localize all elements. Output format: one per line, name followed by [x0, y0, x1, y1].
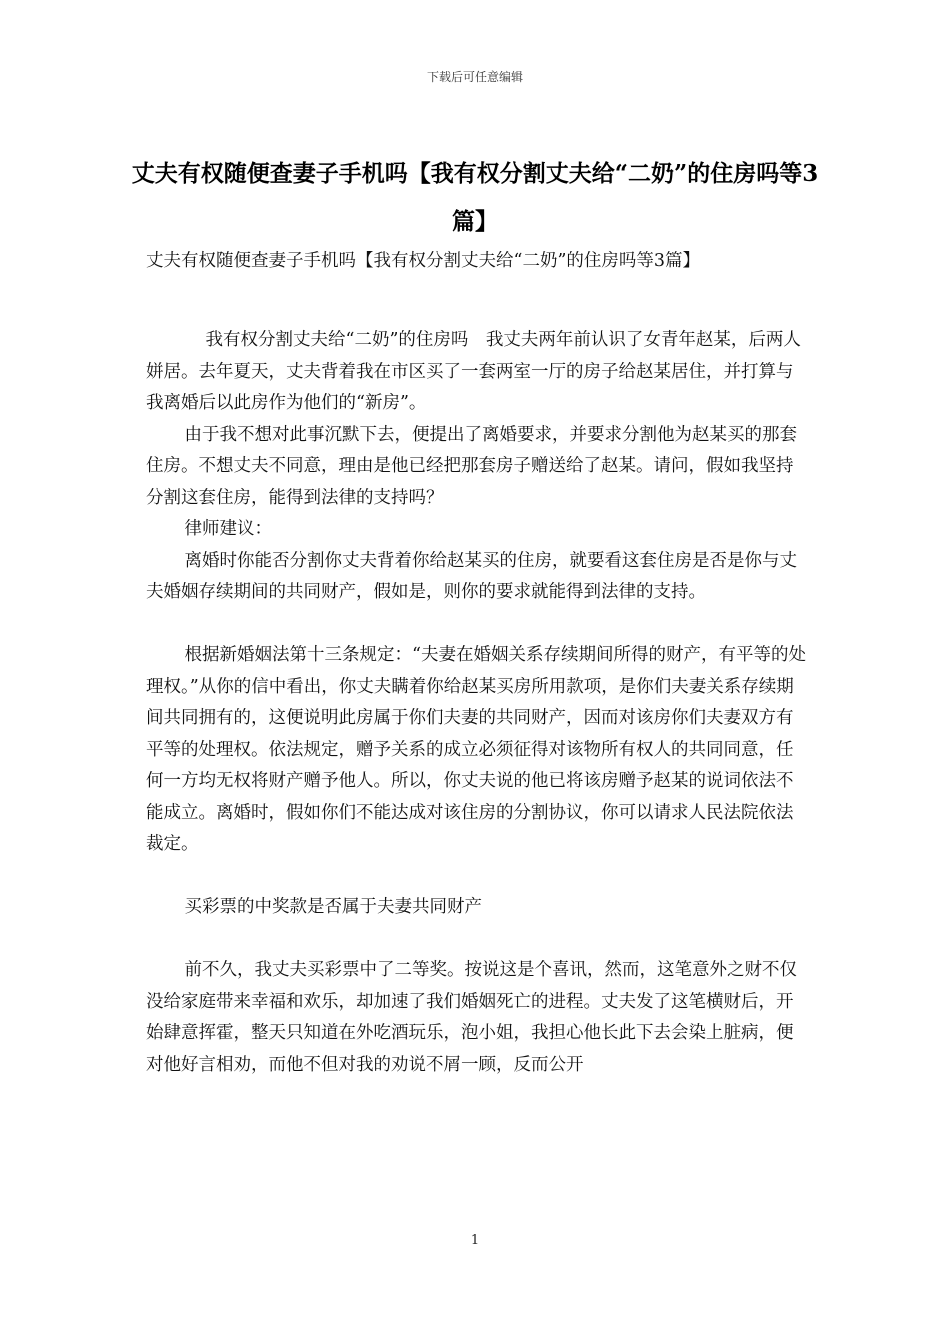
blank-line [146, 924, 806, 956]
paragraph: 根据新婚姻法第十三条规定：“夫妻在婚姻关系存续期间所得的财产，有平等的处理权。”从你的信中看出，你丈夫瞒着你给赵某买房所用款项，是你们夫妻关系存续期间共同拥有的，这便说明此房属于你们夫妻的共同财产，因而对该房你们夫妻双方有平等的处理权。依法规定，赠予关系的成立必须征得对该物所有权人的共同同意，任何一方均无权将财产赠予他人。所以，你丈夫说的他已将该房赠予赵某的说词依法不能成立。离婚时，假如你们不能达成对该住房的分割协议，你可以请求人民法院依法裁定。 [146, 645, 806, 854]
section-heading: 买彩票的中奖款是否属于夫妻共同财产 [184, 897, 482, 917]
blank-line [146, 609, 806, 641]
page-number: 1 [470, 1233, 480, 1248]
header-note: 下载后可任意编辑 [426, 70, 523, 84]
paragraph: 我有权分割丈夫给“二奶”的住房吗 我丈夫两年前认识了女青年赵某，后两人姘居。去年夏天，丈夫背着我在市区买了一套两室一厅的房子给赵某居住，并打算与我离婚后以此房作为他们的“新房”。 [146, 330, 801, 413]
blank-line [146, 309, 806, 325]
paragraph: 由于我不想对此事沉默下去，便提出了离婚要求，并要求分割他为赵某买的那套住房。不想丈夫不同意，理由是他已经把那套房子赠送给了赵某。请问，假如我坚持分割这套住房，能得到法律的支持吗？ [146, 424, 797, 508]
blank-line [146, 861, 806, 893]
paragraph: 律师建议： [184, 519, 272, 539]
document-body [146, 246, 806, 1081]
blank-line [146, 278, 806, 310]
subtitle-line: 丈夫有权随便查妻子手机吗【我有权分割丈夫给“二奶”的住房吗等3篇】 [146, 251, 701, 271]
document-title: 丈夫有权随便查妻子手机吗【我有权分割丈夫给“二奶”的住房吗等3篇】 [131, 160, 819, 235]
paragraph: 离婚时你能否分割你丈夫背着你给赵某买的住房，就要看这套住房是否是你与丈夫婚姻存续期间的共同财产，假如是，则你的要求就能得到法律的支持。 [146, 550, 797, 602]
paragraph: 前不久，我丈夫买彩票中了二等奖。按说这是个喜讯，然而，这笔意外之财不仅没给家庭带来幸福和欢乐，却加速了我们婚姻死亡的进程。丈夫发了这笔横财后，开始肆意挥霍，整天只知道在外吃酒玩乐，泡小姐，我担心他长此下去会染上脏病，便对他好言相劝，而他不但对我的劝说不屑一顾，反而公开 [146, 960, 797, 1075]
